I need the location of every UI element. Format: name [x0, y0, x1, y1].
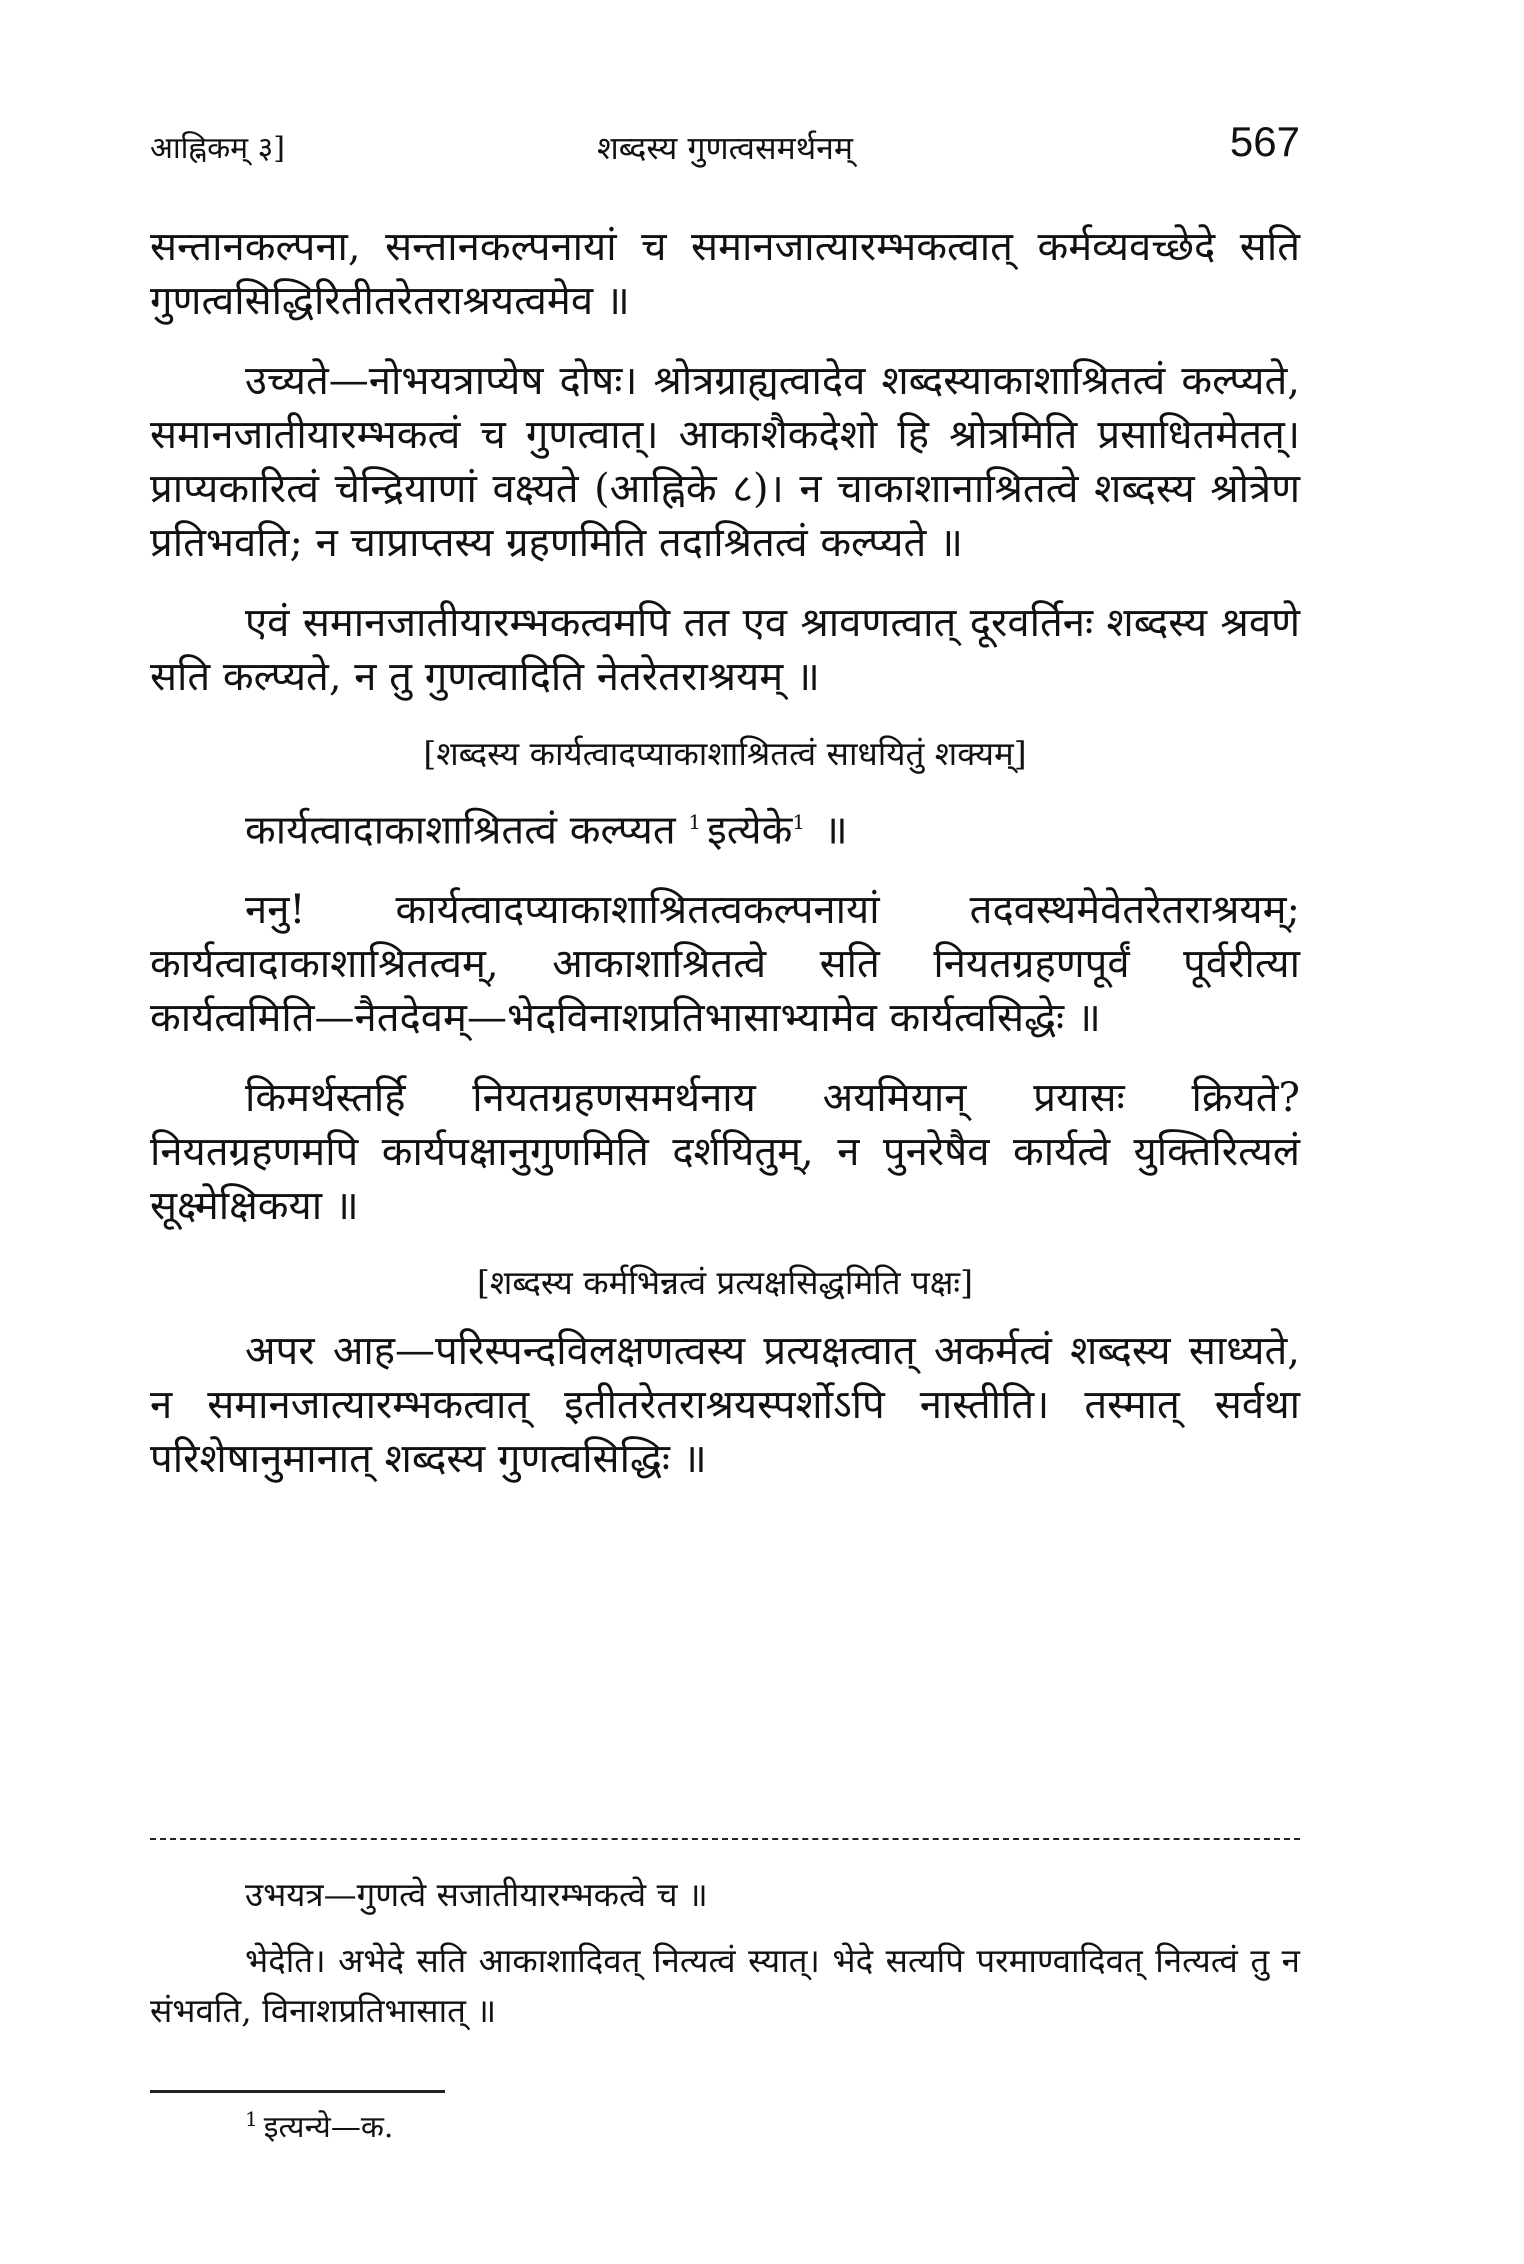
commentary-notes [150, 1870, 1300, 2052]
note: उभयत्र—गुणत्वे सजातीयारम्भकत्वे च ॥ [245, 1875, 708, 1914]
chapter-label: आह्निकम् ३] [150, 131, 285, 166]
footnote [245, 2105, 393, 2146]
notes-divider [150, 1838, 1300, 1840]
paragraph: किमर्थस्तर्हि नियतग्रहणसमर्थनाय अयमियान् प्रयासः क्रियते? नियतग्रहणमपि कार्यपक्षानुगुणमिति दर्शयितुम्, न पुनरेषैव कार्यत्वे युक्तिरित्यलं सूक्ष्मेक्षिकया ॥ [150, 1075, 1300, 1230]
paragraph: अपर आह—परिस्पन्दविलक्षणत्वस्य प्रत्यक्षत्वात् अकर्मत्वं शब्दस्य साध्यते, न समानजात्यारम्भकत्वात् इतीतरेतराश्रयस्पर्शोऽपि नास्तीति। तस्मात् सर्वथा परिशेषानुमानात् शब्दस्य गुणत्वसिद्धिः ॥ [150, 1328, 1300, 1483]
paragraph-quoted-text: इत्येके [707, 807, 793, 854]
note: भेदेति। अभेदे सति आकाशादिवत् नित्यत्वं स्यात्। भेदे सत्यपि परमाण्वादिवत् नित्यत्वं तु न संभवति, विनाशप्रतिभासात् ॥ [150, 1941, 1300, 2030]
section-heading: [शब्दस्य कर्मभिन्नत्वं प्रत्यक्षसिद्धमिति पक्षः] [477, 1263, 973, 1303]
paragraph: एवं समानजातीयारम्भकत्वमपि तत एव श्रावणत्वात् दूरवर्तिनः शब्दस्य श्रवणे सति कल्प्यते, न तु गुणत्वादिति नेतरेतराश्रयम् ॥ [150, 600, 1300, 700]
paragraph: ननु! कार्यत्वादप्याकाशाश्रितत्वकल्पनायां तदवस्थमेवेतरेतराश्रयम्; कार्यत्वादाकाशाश्रितत्वम्, आकाशाश्रितत्वे सति नियतग्रहणपूर्वं पूर्वरीत्या कार्यत्वमिति—नैतदेवम्—भेदविनाशप्रतिभासाभ्यामेव कार्यत्वसिद्धेः ॥ [150, 887, 1300, 1042]
paragraph [150, 795, 1300, 857]
footnote-mark: 1 [245, 2107, 258, 2131]
running-header [150, 118, 1300, 178]
main-text [150, 220, 1300, 1512]
footnote-reference: 1 [688, 810, 702, 834]
page-number: 567 [1229, 118, 1300, 165]
running-title: शब्दस्य गुणत्वसमर्थनम् [596, 129, 854, 167]
footnote-text: इत्यन्ये—क. [263, 2110, 394, 2145]
footnote-reference: 1 [792, 810, 806, 834]
paragraph: सन्तानकल्पना, सन्तानकल्पनायां च समानजात्यारम्भकत्वात् कर्मव्यवच्छेदे सति गुणत्वसिद्धिरितीतरेतराश्रयत्वमेव ॥ [150, 224, 1300, 324]
footnote-divider [150, 2090, 445, 2093]
section-heading: [शब्दस्य कार्यत्वादप्याकाशाश्रितत्वं साधयितुं शक्यम्] [423, 734, 1027, 773]
paragraph: उच्यते—नोभयत्राप्येष दोषः। श्रोत्रग्राह्यत्वादेव शब्दस्याकाशाश्रितत्वं कल्प्यते, समानजातीयारम्भकत्वं च गुणत्वात्। आकाशैकदेशो हि श्रोत्रमिति प्रसाधितमेतत्। प्राप्यकारित्वं चेन्द्रियाणां वक्ष्यते (आह्निके ८)। न चाकाशानाश्रितत्वे शब्दस्य श्रोत्रेण प्रतिभवति; न चाप्राप्तस्य ग्रहणमिति तदाश्रितत्वं कल्प्यते ॥ [150, 358, 1300, 566]
paragraph-end-mark: ॥ [823, 807, 848, 854]
paragraph-text: कार्यत्वादाकाशाश्रितत्वं कल्प्यत [245, 807, 676, 854]
